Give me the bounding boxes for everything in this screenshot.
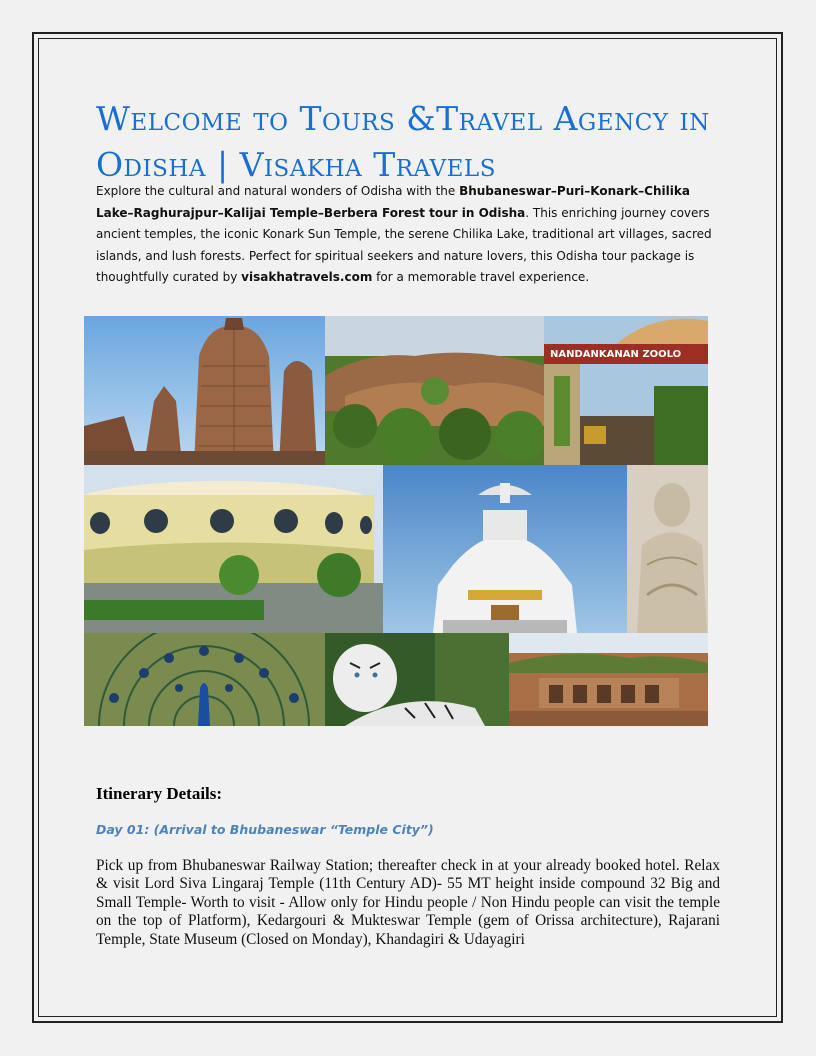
buddha-statue-photo <box>627 465 708 633</box>
intro-tour-name: Bhubaneswar–Puri–Konark–Chilika Lake–Raghurajpur–Kalijai Temple–Berbera Forest tour in Odisha <box>96 184 690 220</box>
ruins-photo <box>509 633 708 726</box>
itinerary-heading: Itinerary Details: <box>96 784 223 803</box>
zoo-sign-text: NANDANKANAN ZOOLO <box>550 349 682 360</box>
stupa-photo <box>383 465 627 633</box>
peacock-photo <box>84 633 325 726</box>
intro-text-2: . This enriching journey covers ancient temples, the iconic Konark Sun Temple, the serene Chilika Lake, traditional art villages, sacred islands, and lush forests. Perfect for spiritual seekers and nature lovers, this Odisha tour package is thoughtfully curated by <box>96 205 712 284</box>
hill-caves-photo <box>325 316 544 465</box>
day-1-heading: Day 01: (Arrival to Bhubaneswar “Temple City”) <box>96 822 434 837</box>
intro-text-1: Explore the cultural and natural wonders of Odisha with the <box>96 184 460 198</box>
intro-site-name: visakhatravels.com <box>241 270 373 284</box>
temple-photo <box>84 316 325 465</box>
intro-paragraph <box>96 181 720 289</box>
page-title: Welcome to Tours &Travel Agency in Odisha | Visakha Travels <box>96 99 710 184</box>
intro-text-3: for a memorable travel experience. <box>372 270 590 284</box>
photo-collage <box>84 316 708 726</box>
zoo-gate-photo <box>544 316 708 465</box>
white-tiger-photo <box>325 633 509 726</box>
planetarium-photo <box>84 465 383 633</box>
day-1-description: Pick up from Bhubaneswar Railway Station; thereafter check in at your already booked hotel. Relax & visit Lord Siva Lingaraj Temple (11th Century AD)- 55 MT height inside compound 32 Big and Small Temple- Worth to visit - Allow only for Hindu people / Non Hindu people can visit the temple on the top of Platform), Kedargouri & Mukteswar Temple (gem of Orissa architecture), Rajarani Temple, State Museum (Closed on Monday), Khandagiri & Udayagiri <box>96 857 720 948</box>
